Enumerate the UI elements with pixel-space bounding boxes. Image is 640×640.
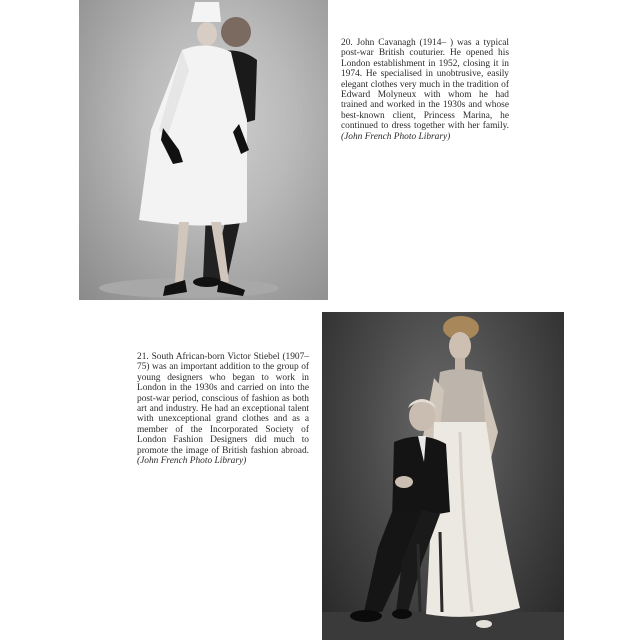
photo-victor-stiebel-illustration <box>322 312 564 640</box>
figure-number: 20. <box>341 38 353 48</box>
caption-figure-20 <box>341 38 509 142</box>
caption-figure-21 <box>137 352 309 466</box>
figure-number: 21. <box>137 352 149 362</box>
photo-john-cavanagh-illustration <box>79 0 328 300</box>
photo-credit: (John French Photo Library) <box>341 131 451 142</box>
photo-credit: (John French Photo Library) <box>137 456 247 467</box>
caption-text: South African-born Victor Stiebel (1907–75) was an important addition to the group of young designers who began to work in London in the 1930s and carried on into the post-war period, conscious of fashion as both art and industry. He had an exceptional talent with unexceptional grand clothes and as a member of the Incorporated Society of London Fashion Designers did much to promote the image of British fashion abroad. <box>137 352 309 456</box>
caption-text: John Cavanagh (1914– ) was a typical post-war British couturier. He opened his London establishment in 1952, closing it in 1974. He specialised in unobtrusive, easily elegant clothes very much in the tradition of Edward Molyneux with whom he had trained and worked in the 1930s and whose best-known client, Princess Marina, he continued to dress together with her family. <box>341 38 510 132</box>
photo-john-cavanagh <box>79 0 328 300</box>
photo-victor-stiebel <box>322 312 564 640</box>
